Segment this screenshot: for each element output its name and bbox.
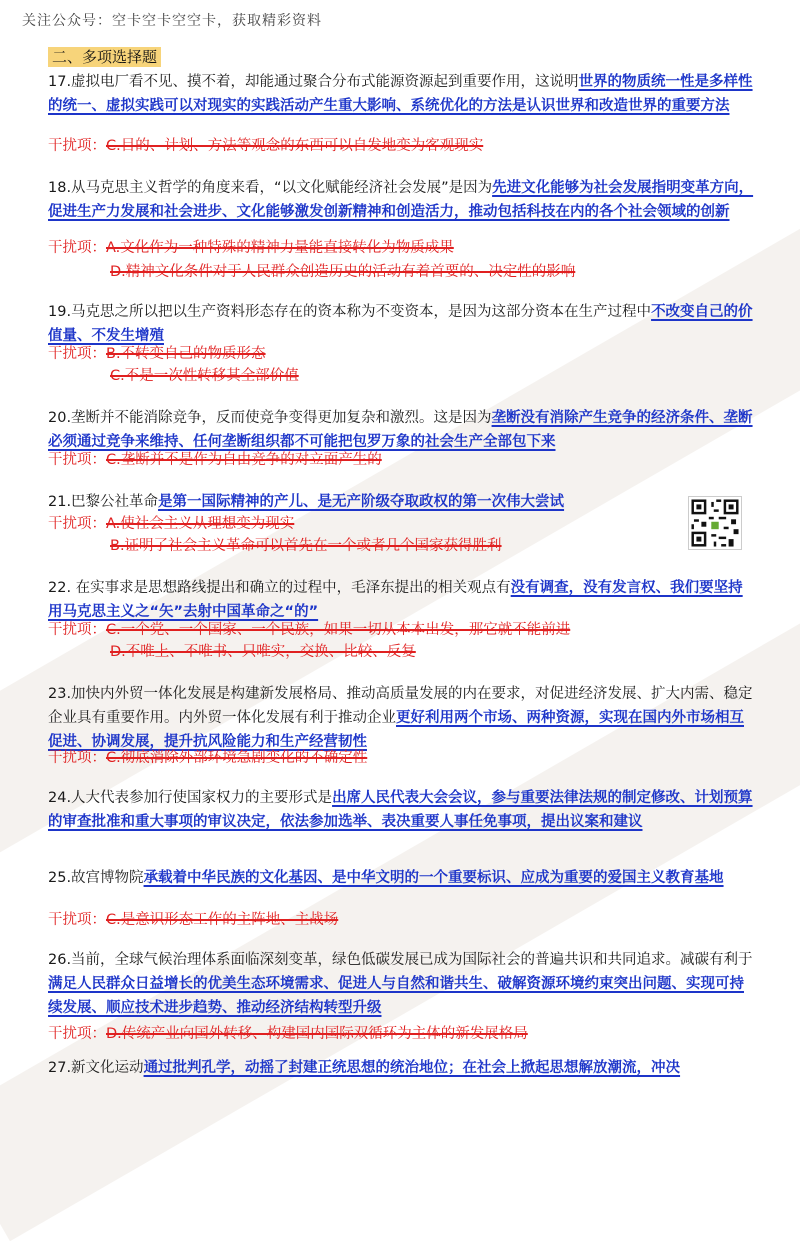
distractor-text: C.垄断并不是作为自由竞争的对立面产生的 [106,452,382,468]
question-answer: 是第一国际精神的产儿、是无产阶级夺取政权的第一次伟大尝试 [158,494,565,510]
question-27 [48,1056,754,1104]
question-stem: 18.从马克思主义哲学的角度来看，“以文化赋能经济社会发展”是因为 [48,180,493,196]
distractor-text: D.精神文化条件对于人民群众创造历史的活动有着首要的、决定性的影响 [110,264,576,280]
question-26 [48,948,754,1020]
question-19 [48,300,754,348]
distractor-label: 干扰项： [48,240,106,256]
distractor-line [48,1022,528,1046]
question-answer: 没有调查，没有发言权、我们要坚持用马克思主义之“矢”去射中国革命之“的” [48,580,743,620]
distractor-text: C.一个党、一个国家、一个民族，如果一切从本本出发，那它就不能前进 [106,622,571,638]
distractor-line [48,618,570,642]
question-stem: 25.故宫博物院 [48,870,144,886]
question-stem: 22. 在实事求是思想路线提出和确立的过程中，毛泽东提出的相关观点有 [48,580,511,596]
distractor-label: 干扰项： [48,346,106,362]
question-answer: 先进文化能够为社会发展指明变革方向，促进生产力发展和社会进步、文化能够激发创新精神和创造活力，推动包括科技在内的各个社会领域的创新 [48,180,754,220]
question-stem: 17.虚拟电厂看不见、摸不着，却能通过聚合分布式能源资源起到重要作用，这说明 [48,74,579,90]
distractor-text: D.不唯上、不唯书、只唯实，交换、比较、反复 [110,644,416,660]
question-20 [48,406,754,454]
question-answer: 垄断没有消除产生竞争的经济条件、垄断必须通过竞争来维持、任何垄断组织都不可能把包罗万象的社会生产全部包下来 [48,410,753,450]
section-title: 二、多项选择题 [48,47,161,67]
distractor-label: 干扰项： [48,750,106,766]
question-answer: 满足人民群众日益增长的优美生态环境需求、促进人与自然和谐共生、破解资源环境约束突出问题、实现可持续发展、顺应技术进步趋势、推动经济结构转型升级 [48,976,744,1016]
question-stem: 24.人大代表参加行使国家权力的主要形式是 [48,790,333,806]
distractor-line [48,134,483,158]
qr-code-image [688,496,742,550]
distractor-line [110,260,575,284]
question-answer: 通过批判孔学，动摇了封建正统思想的统治地位；在社会上掀起思想解放潮流，冲决 [143,1060,681,1076]
question-25 [48,866,754,890]
question-stem: 27.新文化运动 [48,1060,144,1076]
distractor-label: 干扰项： [48,138,106,154]
distractor-label: 干扰项： [48,622,106,638]
question-answer: 世界的物质统一性是多样性的统一、虚拟实践可以对现实的实践活动产生重大影响、系统优化的方法是认识世界和改造世界的重要方法 [48,74,753,114]
question-stem: 20.垄断并不能消除竞争，反而使竞争变得更加复杂和激烈。这是因为 [48,410,492,426]
distractor-line [110,364,299,388]
distractor-label: 干扰项： [48,912,106,928]
question-22 [48,576,754,624]
distractor-text: B.证明了社会主义革命可以首先在一个或者几个国家获得胜利 [110,538,502,554]
distractor-line [48,342,266,366]
distractor-text: D.传统产业向国外转移、构建国内国际双循环为主体的新发展格局 [106,1026,528,1042]
distractor-line [48,448,382,472]
distractor-line [48,512,294,536]
distractor-text: C.不是一次性转移其全部价值 [110,368,299,384]
question-answer: 出席人民代表大会会议，参与重要法律法规的制定修改、计划预算的审查批准和重大事项的审议决定，依法参加选举、表决重要人事任免事项，提出议案和建议 [48,790,753,830]
question-21 [48,490,668,514]
distractor-text: B.不转变自己的物质形态 [106,346,266,362]
question-stem: 21.巴黎公社革命 [48,494,159,510]
question-17 [48,70,754,118]
distractor-text: C.彻底消除外部环境急剧变化的不确定性 [106,750,368,766]
question-24 [48,786,754,834]
distractor-text: C.目的、计划、方法等观念的东西可以自发地变为客观现实 [106,138,484,154]
question-answer: 承载着中华民族的文化基因、是中华文明的一个重要标识、应成为重要的爱国主义教育基地 [143,870,724,886]
distractor-line [110,534,502,558]
distractor-label: 干扰项： [48,516,106,532]
distractor-line [110,640,416,664]
question-answer: 不改变自己的价值量、不发生增殖 [48,304,753,344]
distractor-line [48,908,338,932]
distractor-label: 干扰项： [48,452,106,468]
header-note: 关注公众号：空卡空卡空空卡，获取精彩资料 [22,13,322,29]
distractor-text: A.使社会主义从理想变为现实 [106,516,295,532]
question-18 [48,176,754,224]
distractor-label: 干扰项： [48,1026,106,1042]
distractor-line [48,746,367,770]
question-answer: 更好利用两个市场、两种资源，实现在国内外市场相互促进、协调发展，提升抗风险能力和生产经营韧性 [48,710,744,750]
question-23 [48,682,754,754]
distractor-line [48,236,454,260]
question-stem: 26.当前，全球气候治理体系面临深刻变革，绿色低碳发展已成为国际社会的普遍共识和共同追求。减碳有利于 [48,952,753,968]
question-stem: 19.马克思之所以把以生产资料形态存在的资本称为不变资本，是因为这部分资本在生产过程中 [48,304,652,320]
question-stem: 23.加快内外贸一体化发展是构建新发展格局、推动高质量发展的内在要求，对促进经济发展、扩大内需、稳定企业具有重要作用。内外贸一体化发展有利于推动企业 [48,686,753,726]
distractor-text: C.是意识形态工作的主阵地、主战场 [106,912,339,928]
distractor-text: A.文化作为一种特殊的精神力量能直接转化为物质成果 [106,240,454,256]
